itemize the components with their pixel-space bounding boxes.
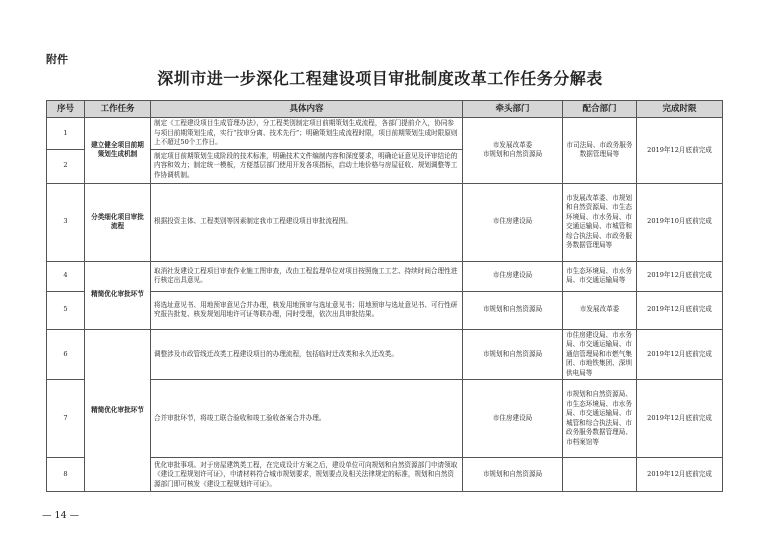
cell-deadline: 2019年12月底前完成 (637, 261, 723, 291)
col-header-deadline: 完成时限 (637, 101, 723, 118)
cell-assist: 市司法局、市政务服务数据管理局等 (563, 118, 637, 184)
cell-lead: 市住房建设局 (463, 261, 563, 291)
table-header-row (47, 101, 723, 118)
cell-deadline: 2019年12月底前完成 (637, 291, 723, 329)
cell-lead: 市发展改革委 市规划和自然资源局 (463, 118, 563, 184)
cell-no: 2 (47, 149, 85, 183)
page-number: — 14 — (42, 510, 80, 521)
col-header-no: 序号 (47, 101, 85, 118)
cell-task: 精简优化审批环节 (85, 261, 151, 329)
cell-task: 分类细化项目审批流程 (85, 183, 151, 261)
page-title: 深圳市进一步深化工程建设项目审批制度改革工作任务分解表 (157, 69, 603, 88)
cell-deadline: 2019年12月底前完成 (637, 118, 723, 184)
table-row (47, 329, 723, 380)
cell-no: 5 (47, 291, 85, 329)
cell-task: 建立健全项目前期策划生成机制 (85, 118, 151, 184)
cell-assist: 市住房建设局、市水务局、市交通运输局、市通信管理局和市燃气集团、市地铁集团、深圳供电局等 (563, 329, 637, 380)
table-row (47, 183, 723, 261)
cell-no: 7 (47, 380, 85, 458)
attachment-label: 附件 (46, 53, 68, 66)
cell-assist: 市规划和自然资源局、市生态环境局、市水务局、市交通运输局、市城管和综合执法局、市政务服务数据管理局、市档案馆等 (563, 380, 637, 458)
cell-lead: 市住房建设局 (463, 380, 563, 458)
cell-no: 8 (47, 458, 85, 492)
cell-no: 6 (47, 329, 85, 380)
cell-lead: 市规划和自然资源局 (463, 458, 563, 492)
task-table (46, 100, 723, 492)
col-header-content: 具体内容 (151, 101, 463, 118)
cell-no: 1 (47, 118, 85, 150)
cell-lead: 市规划和自然资源局 (463, 329, 563, 380)
cell-lead: 市住房建设局 (463, 183, 563, 261)
cell-deadline: 2019年12月底前完成 (637, 380, 723, 458)
cell-lead: 市规划和自然资源局 (463, 291, 563, 329)
cell-deadline: 2019年12月底前完成 (637, 458, 723, 492)
cell-content: 根据投资主体、工程类别等因素制定我市工程建设项目审批流程图。 (151, 183, 463, 261)
col-header-task: 工作任务 (85, 101, 151, 118)
cell-assist (563, 458, 637, 492)
cell-content: 制定《工程建设项目生成管理办法》，分工程类别制定项目前期策划生成流程，各部门提前介入，协同参与项目前期策划生成，实行“技审分离、技术先行”；明确策划生成流程时限，项目前期策划生成时限原则上不超过50个工作日。 (151, 118, 463, 150)
cell-content: 调整涉及市政管线迁改类工程建设项目的办理流程，包括临时迁改类和永久迁改类。 (151, 329, 463, 380)
cell-deadline: 2019年12月底前完成 (637, 329, 723, 380)
cell-no: 3 (47, 183, 85, 261)
table-row (47, 261, 723, 291)
cell-content: 取消社发建设工程项目审查作业施工图审查，改由工程监理单位对项目按照施工工艺、持续时间合理性进行核定出具意见。 (151, 261, 463, 291)
cell-no: 4 (47, 261, 85, 291)
cell-deadline: 2019年10月底前完成 (637, 183, 723, 261)
col-header-assist: 配合部门 (563, 101, 637, 118)
col-header-lead: 牵头部门 (463, 101, 563, 118)
cell-content: 将选址意见书、用地预审意见合并办理，核发用地预审与选址意见书；用地预审与选址意见书、可行性研究报告批复、核发规划用地许可证等联办理，同时受理，依次出具审批结果。 (151, 291, 463, 329)
cell-assist: 市生态环境局、市水务局、市交通运输局等 (563, 261, 637, 291)
cell-content: 合并审批环节，将竣工联合验收和竣工验收备案合并办理。 (151, 380, 463, 458)
cell-content: 优化审批事项。对于房屋建筑类工程，在完成设计方案之后，建设单位可向规划和自然资源部门申请领取《建设工程规划许可证》，申请材料符合城市规划要求，规划要点及相关法律规定的标准，规划和自然资源部门即可核发《建设工程规划许可证》。 (151, 458, 463, 492)
table-row (47, 118, 723, 150)
cell-assist: 市发展改革委 (563, 291, 637, 329)
cell-task: 精简优化审批环节 (85, 329, 151, 492)
cell-content: 制定项目前期策划生成阶段的技术标准，明确技术文件编制内容和深度要求，明确论证意见及评审结论的内容和效力；制定统一模板，方便基层部门使用开发各项指标，启动土地价格与房屋征收、规划调整等工作协调机制。 (151, 149, 463, 183)
cell-assist: 市发展改革委、市规划和自然资源局、市生态环境局、市水务局、市交通运输局、市城管和综合执法局、市政务服务数据管理局等 (563, 183, 637, 261)
